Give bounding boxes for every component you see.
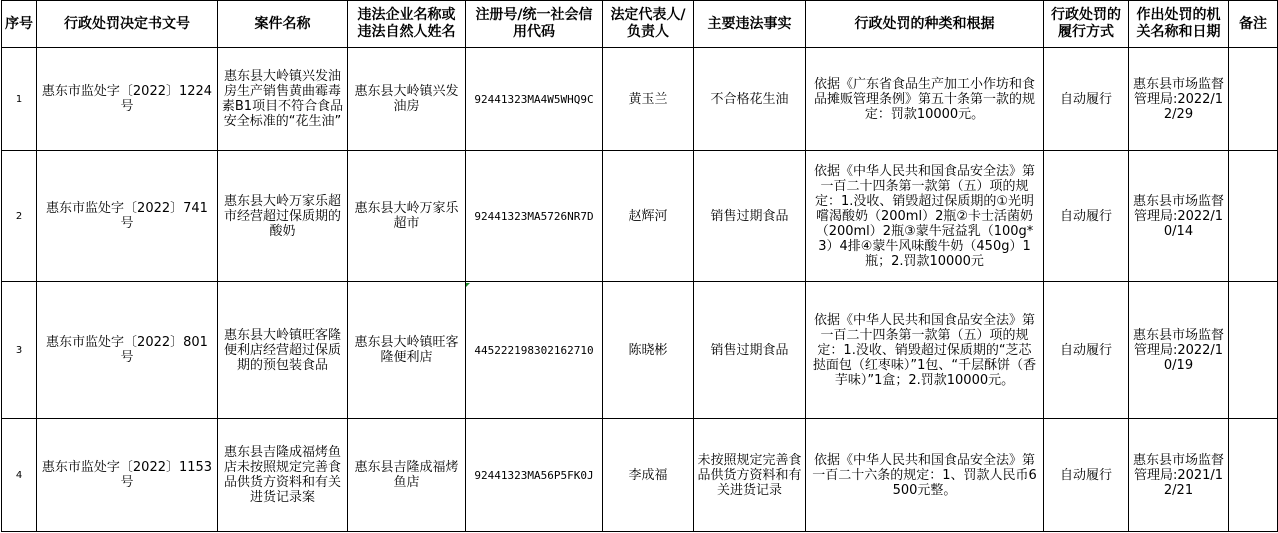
cell-legal-rep[interactable]: 赵辉河: [603, 151, 694, 282]
header-execution: 行政处罚的履行方式: [1044, 1, 1129, 48]
header-row: [2, 1, 1278, 48]
cell-basis[interactable]: 依据《中华人民共和国食品安全法》第一百二十四条第一款第（五）项的规定：1.没收、销毁超过保质期的①光明嚐渴酸奶（200ml）2瓶②卡士活菌奶（200ml）2瓶③蒙牛冠益乳（100g*3）4排④蒙牛风味酸牛奶（450g）1瓶；2.罚款10000元: [806, 151, 1044, 282]
header-authority: 作出处罚的机关名称和日期: [1129, 1, 1229, 48]
cell-remark[interactable]: [1229, 48, 1278, 151]
cell-basis[interactable]: 依据《广东省食品生产加工小作坊和食品摊贩管理条例》第五十条第一款的规定：罚款10000元。: [806, 48, 1044, 151]
table-row[interactable]: [2, 151, 1278, 282]
cell-case-name[interactable]: 惠东县吉隆成福烤鱼店未按照规定完善食品供货方资料和有关进货记录案: [218, 419, 348, 532]
cell-comment-indicator: [466, 283, 470, 287]
cell-basis[interactable]: 依据《中华人民共和国食品安全法》第一百二十六条的规定：1、罚款人民币6500元整。: [806, 419, 1044, 532]
cell-legal-rep[interactable]: 李成福: [603, 419, 694, 532]
cell-seq[interactable]: 2: [2, 151, 37, 282]
header-basis: 行政处罚的种类和根据: [806, 1, 1044, 48]
cell-party[interactable]: 惠东县大岭镇旺客隆便利店: [348, 282, 466, 419]
header-remark: 备注: [1229, 1, 1278, 48]
header-facts: 主要违法事实: [694, 1, 806, 48]
cell-seq[interactable]: 1: [2, 48, 37, 151]
table-row[interactable]: [2, 282, 1278, 419]
cell-reg-no[interactable]: 92441323MA5726NR7D: [466, 151, 603, 282]
cell-reg-no[interactable]: 445222198302162710: [466, 282, 603, 419]
cell-reg-no[interactable]: 92441323MA4W5WHQ9C: [466, 48, 603, 151]
header-reg-no: 注册号/统一社会信用代码: [466, 1, 603, 48]
table-row[interactable]: [2, 48, 1278, 151]
cell-authority[interactable]: 惠东县市场监督管理局:2022/10/14: [1129, 151, 1229, 282]
cell-doc-no[interactable]: 惠东市监处字〔2022〕1224号: [37, 48, 218, 151]
cell-doc-no[interactable]: 惠东市监处字〔2022〕1153号: [37, 419, 218, 532]
cell-facts[interactable]: 销售过期食品: [694, 282, 806, 419]
cell-execution[interactable]: 自动履行: [1044, 151, 1129, 282]
header-case-name: 案件名称: [218, 1, 348, 48]
cell-authority[interactable]: 惠东县市场监督管理局:2022/12/29: [1129, 48, 1229, 151]
header-seq: 序号: [2, 1, 37, 48]
cell-party[interactable]: 惠东县大岭万家乐超市: [348, 151, 466, 282]
cell-facts[interactable]: 未按照规定完善食品供货方资料和有关进货记录: [694, 419, 806, 532]
cell-remark[interactable]: [1229, 151, 1278, 282]
cell-party[interactable]: 惠东县吉隆成福烤鱼店: [348, 419, 466, 532]
cell-doc-no[interactable]: 惠东市监处字〔2022〕741号: [37, 151, 218, 282]
cell-authority[interactable]: 惠东县市场监督管理局:2022/10/19: [1129, 282, 1229, 419]
cell-party[interactable]: 惠东县大岭镇兴发油房: [348, 48, 466, 151]
cell-facts[interactable]: 不合格花生油: [694, 48, 806, 151]
cell-legal-rep[interactable]: 黄玉兰: [603, 48, 694, 151]
cell-remark[interactable]: [1229, 419, 1278, 532]
header-doc-no: 行政处罚决定书文号: [37, 1, 218, 48]
cell-case-name[interactable]: 惠东县大岭镇旺客隆便利店经营超过保质期的预包装食品: [218, 282, 348, 419]
table-row[interactable]: [2, 419, 1278, 532]
cell-authority[interactable]: 惠东县市场监督管理局:2021/12/21: [1129, 419, 1229, 532]
cell-facts[interactable]: 销售过期食品: [694, 151, 806, 282]
header-legal-rep: 法定代表人/负责人: [603, 1, 694, 48]
penalty-table: [1, 0, 1278, 532]
cell-case-name[interactable]: 惠东县大岭万家乐超市经营超过保质期的酸奶: [218, 151, 348, 282]
cell-doc-no[interactable]: 惠东市监处字〔2022〕801号: [37, 282, 218, 419]
cell-execution[interactable]: 自动履行: [1044, 282, 1129, 419]
cell-execution[interactable]: 自动履行: [1044, 48, 1129, 151]
header-party: 违法企业名称或违法自然人姓名: [348, 1, 466, 48]
cell-reg-no[interactable]: 92441323MA56P5FK0J: [466, 419, 603, 532]
cell-legal-rep[interactable]: 陈晓彬: [603, 282, 694, 419]
cell-seq[interactable]: 4: [2, 419, 37, 532]
cell-remark[interactable]: [1229, 282, 1278, 419]
cell-execution[interactable]: 自动履行: [1044, 419, 1129, 532]
cell-seq[interactable]: 3: [2, 282, 37, 419]
cell-case-name[interactable]: 惠东县大岭镇兴发油房生产销售黄曲霉毒素B1项目不符合食品安全标准的“花生油”: [218, 48, 348, 151]
cell-basis[interactable]: 依据《中华人民共和国食品安全法》第一百二十四条第一款第（五）项的规定：1.没收、销毁超过保质期的“芝芯挞面包（红枣味）”1包、“千层酥饼（香芋味）”1盒；2.罚款10000元。: [806, 282, 1044, 419]
